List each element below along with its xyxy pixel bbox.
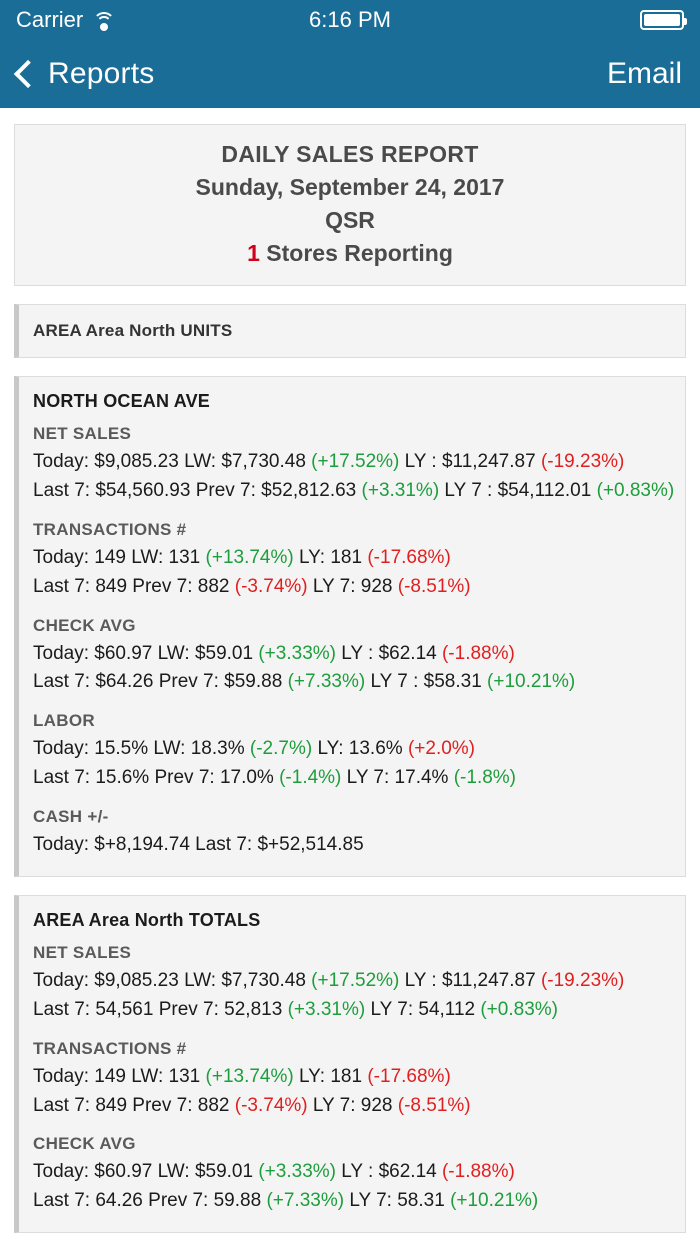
metric-block: [33, 711, 671, 793]
stores-reporting-label: Stores Reporting: [259, 240, 453, 266]
metric-block: [33, 424, 675, 506]
metric-line: [33, 1063, 671, 1092]
email-button[interactable]: Email: [606, 57, 682, 90]
delta-negative: (-8.51%): [397, 1094, 471, 1116]
delta-positive: (+7.33%): [266, 1190, 345, 1212]
metric-block: [33, 520, 671, 602]
metric-text: Today: 149 LW: 131: [33, 546, 206, 568]
carrier-label: Carrier: [16, 7, 84, 32]
metric-label: CHECK AVG: [33, 1134, 136, 1154]
area-section-header: [14, 304, 686, 358]
metric-text: Last 7: 849 Prev 7: 882: [33, 575, 235, 597]
delta-negative: (-17.68%): [367, 1065, 451, 1087]
delta-positive: (+10.21%): [450, 1190, 539, 1212]
delta-positive: (+0.83%): [480, 998, 558, 1020]
page-title: DAILY SALES REPORT: [221, 141, 479, 167]
area-section-label: AREA Area North UNITS: [33, 321, 233, 340]
metric-text: LY 7 : $58.31: [365, 671, 488, 693]
metric-block: [33, 616, 671, 698]
status-bar: [0, 0, 700, 40]
back-button[interactable]: [18, 57, 154, 91]
store-report-card: [14, 376, 686, 877]
delta-negative: (-3.74%): [234, 1094, 308, 1116]
delta-positive: (+17.52%): [311, 451, 400, 472]
metric-text: LY: 13.6%: [312, 738, 408, 760]
metric-block: [33, 807, 671, 860]
delta-positive: (+13.74%): [205, 1065, 294, 1087]
delta-negative: (-1.88%): [441, 1161, 515, 1183]
delta-negative: (-1.88%): [441, 642, 515, 664]
metric-text: Last 7: 64.26 Prev 7: 59.88: [33, 1190, 267, 1212]
metric-text: LY : $62.14: [335, 1161, 442, 1183]
metric-text: Today: $+8,194.74 Last 7: $+52,514.85: [33, 834, 364, 855]
delta-positive: (+3.33%): [258, 1161, 336, 1183]
metric-text: Today: $60.97 LW: $59.01: [33, 1161, 259, 1183]
delta-negative: (-19.23%): [540, 969, 625, 991]
report-header-card: [14, 124, 686, 286]
metric-label: NET SALES: [33, 424, 132, 443]
delta-negative: (-3.74%): [234, 575, 308, 597]
metric-label: CASH +/-: [33, 807, 109, 826]
metric-line: [33, 477, 675, 506]
metric-text: LY: 181: [293, 1065, 368, 1087]
metric-text: Today: $9,085.23 LW: $7,730.48: [33, 451, 312, 472]
metric-text: Today: $9,085.23 LW: $7,730.48: [33, 969, 312, 991]
metric-text: Last 7: 15.6% Prev 7: 17.0%: [33, 767, 280, 789]
wifi-icon: [93, 12, 115, 28]
metric-text: LY : $11,247.87: [399, 451, 541, 472]
metric-line: [33, 996, 671, 1025]
metric-text: LY: 181: [293, 546, 368, 568]
delta-negative: (+2.0%): [407, 738, 476, 760]
metric-text: Today: $60.97 LW: $59.01: [33, 642, 259, 664]
metric-text: LY 7: 54,112: [365, 998, 481, 1020]
metric-line: [33, 764, 671, 793]
delta-positive: (+10.21%): [487, 671, 576, 693]
delta-positive: (-1.4%): [279, 767, 342, 789]
metric-text: LY 7 : $54,112.01: [439, 479, 597, 501]
delta-positive: (+7.33%): [287, 671, 366, 693]
metric-line: [33, 1187, 671, 1216]
metric-label: TRANSACTIONS #: [33, 1038, 187, 1058]
delta-positive: (+17.52%): [311, 969, 400, 991]
back-button-label: Reports: [48, 57, 155, 90]
delta-positive: (+13.74%): [205, 546, 294, 568]
status-bar-clock: 6:16 PM: [309, 7, 391, 32]
metric-block: [33, 1039, 671, 1121]
metric-line: [33, 640, 671, 669]
store-name: NORTH OCEAN AVE: [33, 391, 211, 411]
delta-positive: (+3.31%): [361, 479, 440, 501]
metric-line: [33, 1092, 671, 1121]
report-type: QSR: [325, 207, 375, 233]
metric-text: Today: 15.5% LW: 18.3%: [33, 738, 250, 760]
delta-positive: (+3.31%): [287, 998, 366, 1020]
delta-negative: (-8.51%): [397, 575, 471, 597]
battery-icon: [640, 10, 684, 30]
metric-text: LY 7: 17.4%: [341, 767, 454, 789]
metric-text: Today: 149 LW: 131: [33, 1065, 206, 1087]
metric-line: [33, 573, 671, 602]
metric-label: TRANSACTIONS #: [33, 519, 187, 539]
status-bar-left: [16, 7, 115, 33]
stores-reporting-count: 1: [247, 240, 260, 266]
metric-text: LY 7: 928: [307, 575, 398, 597]
report-sections: [14, 304, 686, 1233]
metric-text: LY 7: 58.31: [344, 1190, 451, 1212]
metric-text: Last 7: 54,561 Prev 7: 52,813: [33, 998, 288, 1020]
metric-line: [33, 831, 671, 860]
metric-label: CHECK AVG: [33, 615, 136, 635]
metric-text: LY : $11,247.87: [399, 969, 541, 991]
metric-text: Last 7: 849 Prev 7: 882: [33, 1094, 235, 1116]
delta-negative: (-17.68%): [367, 546, 451, 568]
report-scroll-area[interactable]: [0, 108, 700, 1244]
metric-text: LY : $62.14: [335, 642, 442, 664]
metric-line: [33, 544, 671, 573]
report-date: Sunday, September 24, 2017: [195, 174, 505, 200]
navigation-bar: [0, 40, 700, 108]
metric-text: Last 7: $64.26 Prev 7: $59.88: [33, 671, 288, 693]
metric-label: LABOR: [33, 711, 95, 731]
chevron-left-icon: [14, 60, 42, 88]
metric-block: [33, 943, 671, 1025]
metric-line: [33, 448, 671, 477]
metric-line: [33, 668, 671, 697]
delta-positive: (+0.83%): [596, 479, 675, 501]
delta-positive: (-2.7%): [249, 738, 313, 760]
metric-block: [33, 1134, 671, 1216]
metric-label: NET SALES: [33, 942, 132, 962]
delta-positive: (-1.8%): [453, 767, 517, 789]
status-bar-right: [640, 10, 684, 30]
metric-text: LY 7: 928: [307, 1094, 398, 1116]
metric-text: Last 7: $54,560.93 Prev 7: $52,812.63: [33, 479, 362, 501]
metric-line: [33, 1158, 671, 1187]
metric-line: [33, 735, 671, 764]
store-report-card: [14, 895, 686, 1233]
delta-positive: (+3.33%): [258, 642, 336, 664]
delta-negative: (-19.23%): [540, 451, 625, 472]
stores-reporting: [25, 240, 675, 267]
metric-line: [33, 967, 671, 996]
store-name: AREA Area North TOTALS: [33, 909, 261, 930]
